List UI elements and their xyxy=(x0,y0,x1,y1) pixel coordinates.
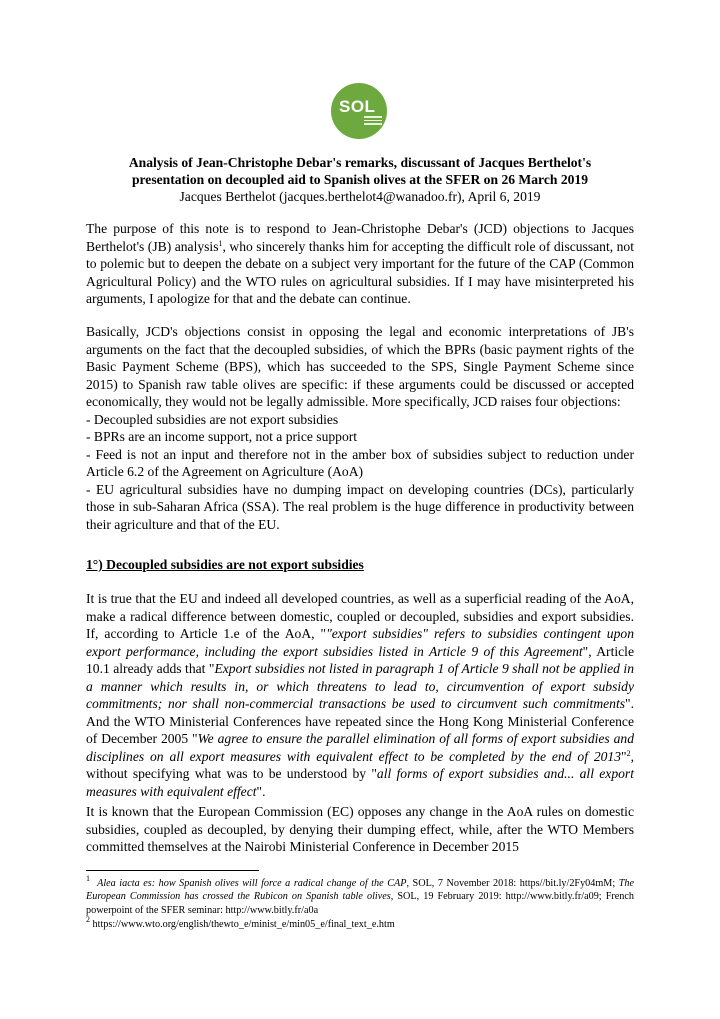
footnote-2 xyxy=(86,915,634,931)
objections-paragraph: Basically, JCD's objections consist in opposing the legal and economic interpretations of JB's arguments on the fact that the decoupled subsidies, of which the BPRs (basic payment rights of the Basic Payment Scheme (BPS), which has succeeded to the SPS, Single Payment Scheme since 2015) to Spanish raw table olives are specific: if these arguments could be discussed or accepted economically, they would not be legally admissible. More specifically, JCD raises four objections: xyxy=(86,324,634,409)
author-line: Jacques Berthelot (jacques.berthelot4@wanadoo.fr), April 6, 2019 xyxy=(179,189,541,204)
document-title xyxy=(86,154,634,205)
objection-item: - Feed is not an input and therefore not in the amber box of subsidies subject to reduction under Article 6.2 of the Agreement on Agriculture (AoA) xyxy=(86,446,634,479)
intro-paragraph xyxy=(86,220,634,308)
intro-text-a: The purpose of this note is to respond to Jean-Christophe Debar's (JCD) objections to Jacques Berthelot's (JB) analysis xyxy=(86,221,634,254)
s1-text-4: " xyxy=(621,748,627,764)
intro-text-b: , who sincerely thanks him for accepting the difficult role of discussant, not to polemic but to deepen the debate on a subject very important for the future of the CAP (Common Agricultural Policy) and the WTO rules on agricultural subsidies. If I may have misinterpreted his arguments, I apologize for that and the debate can continue. xyxy=(86,238,634,306)
section-1-heading: 1°) Decoupled subsidies are not export subsidies xyxy=(86,557,364,572)
footnote-ref-1: 1 xyxy=(218,238,223,248)
section-1-paragraph xyxy=(86,590,634,800)
footnote-2-url: https://www.wto.org/english/thewto_e/minist_e/min05_e/final_text_e.htm xyxy=(90,919,395,930)
footnote-1 xyxy=(86,874,635,917)
footnote-separator xyxy=(86,870,259,871)
objection-item: - EU agricultural subsidies have no dumping impact on developing countries (DCs), particularly those in sub-Saharan Africa (SSA). The real problem is the huge difference in productivity between their agriculture and that of the EU. xyxy=(86,481,634,532)
section-1-heading-wrap xyxy=(86,556,634,574)
s1-text-5: , without specifying what was to be understood by " xyxy=(86,748,634,781)
logo-text: SOL xyxy=(339,97,376,116)
s1-text-1: It is true that the EU and indeed all developed countries, as well as a superficial reading of the AoA, make a radical difference between domestic, coupled or decoupled, subsidies and export subsidies. If, according to Article 1.e of the AoA, " xyxy=(86,591,634,641)
objection-item: - Decoupled subsidies are not export subsidies xyxy=(86,411,339,427)
s1-text-2: ", Article 10.1 already adds that " xyxy=(86,643,634,676)
objections-block xyxy=(86,323,634,533)
s1-text-3: ". And the WTO Ministerial Conferences have repeated since the Hong Kong Ministerial Conference of December 2005 " xyxy=(86,696,634,746)
title-line-2: presentation on decoupled aid to Spanish olives at the SFER on 26 March 2019 xyxy=(131,172,589,187)
s1-text-6: ". xyxy=(256,783,266,799)
footnote-1-text-2: , SOL, 19 February 2019: http://www.bitly.fr/a09; French powerpoint of the SFER seminar: http://www.bitly.fr/a0a xyxy=(86,891,634,916)
sol-logo xyxy=(331,83,387,139)
title-line-1: Analysis of Jean-Christophe Debar's remarks, discussant of Jacques Berthelot's xyxy=(128,155,592,170)
footnote-1-text-1: , SOL, 7 November 2018: https//bit.ly/2Fy04mM; xyxy=(406,878,619,889)
footnote-1-title-1: Alea iacta es: how Spanish olives will force a radical change of the CAP xyxy=(97,878,407,889)
s1-quote-2: Export subsidies not listed in paragraph 1 of Article 9 shall not be applied in a manner which results in, or which threatens to lead to, circumvention of export subsidy commitments; nor shall non-commercial transactions be used to circumvent such commitments xyxy=(86,661,634,711)
footnote-1-title-2: The European Commission has crossed the Rubicon on Spanish table olives xyxy=(86,878,635,903)
logo-tagline-lines xyxy=(364,116,382,130)
footnote-2-number: 2 xyxy=(86,915,90,924)
ec-paragraph: It is known that the European Commission (EC) opposes any change in the AoA rules on domestic subsidies, coupled as decoupled, by denying their dumping effect, while, after the WTO Members committed themselves at the Nairobi Ministerial Conference in December 2015 xyxy=(86,804,634,854)
s1-quote-1: "export subsidies" refers to subsidies contingent upon export performance, including the export subsidies listed in Article 9 of this Agreement xyxy=(86,626,634,659)
footnote-ref-2: 2 xyxy=(626,748,631,758)
s1-quote-3: We agree to ensure the parallel elimination of all forms of export subsidies and disciplines on all export measures with equivalent effect to be completed by the end of 2013 xyxy=(86,731,634,764)
footnote-1-number: 1 xyxy=(86,874,90,883)
s1-quote-4: all forms of export subsidies and... all export measures with equivalent effect xyxy=(86,766,634,799)
objection-item: - BPRs are an income support, not a price support xyxy=(86,429,358,444)
